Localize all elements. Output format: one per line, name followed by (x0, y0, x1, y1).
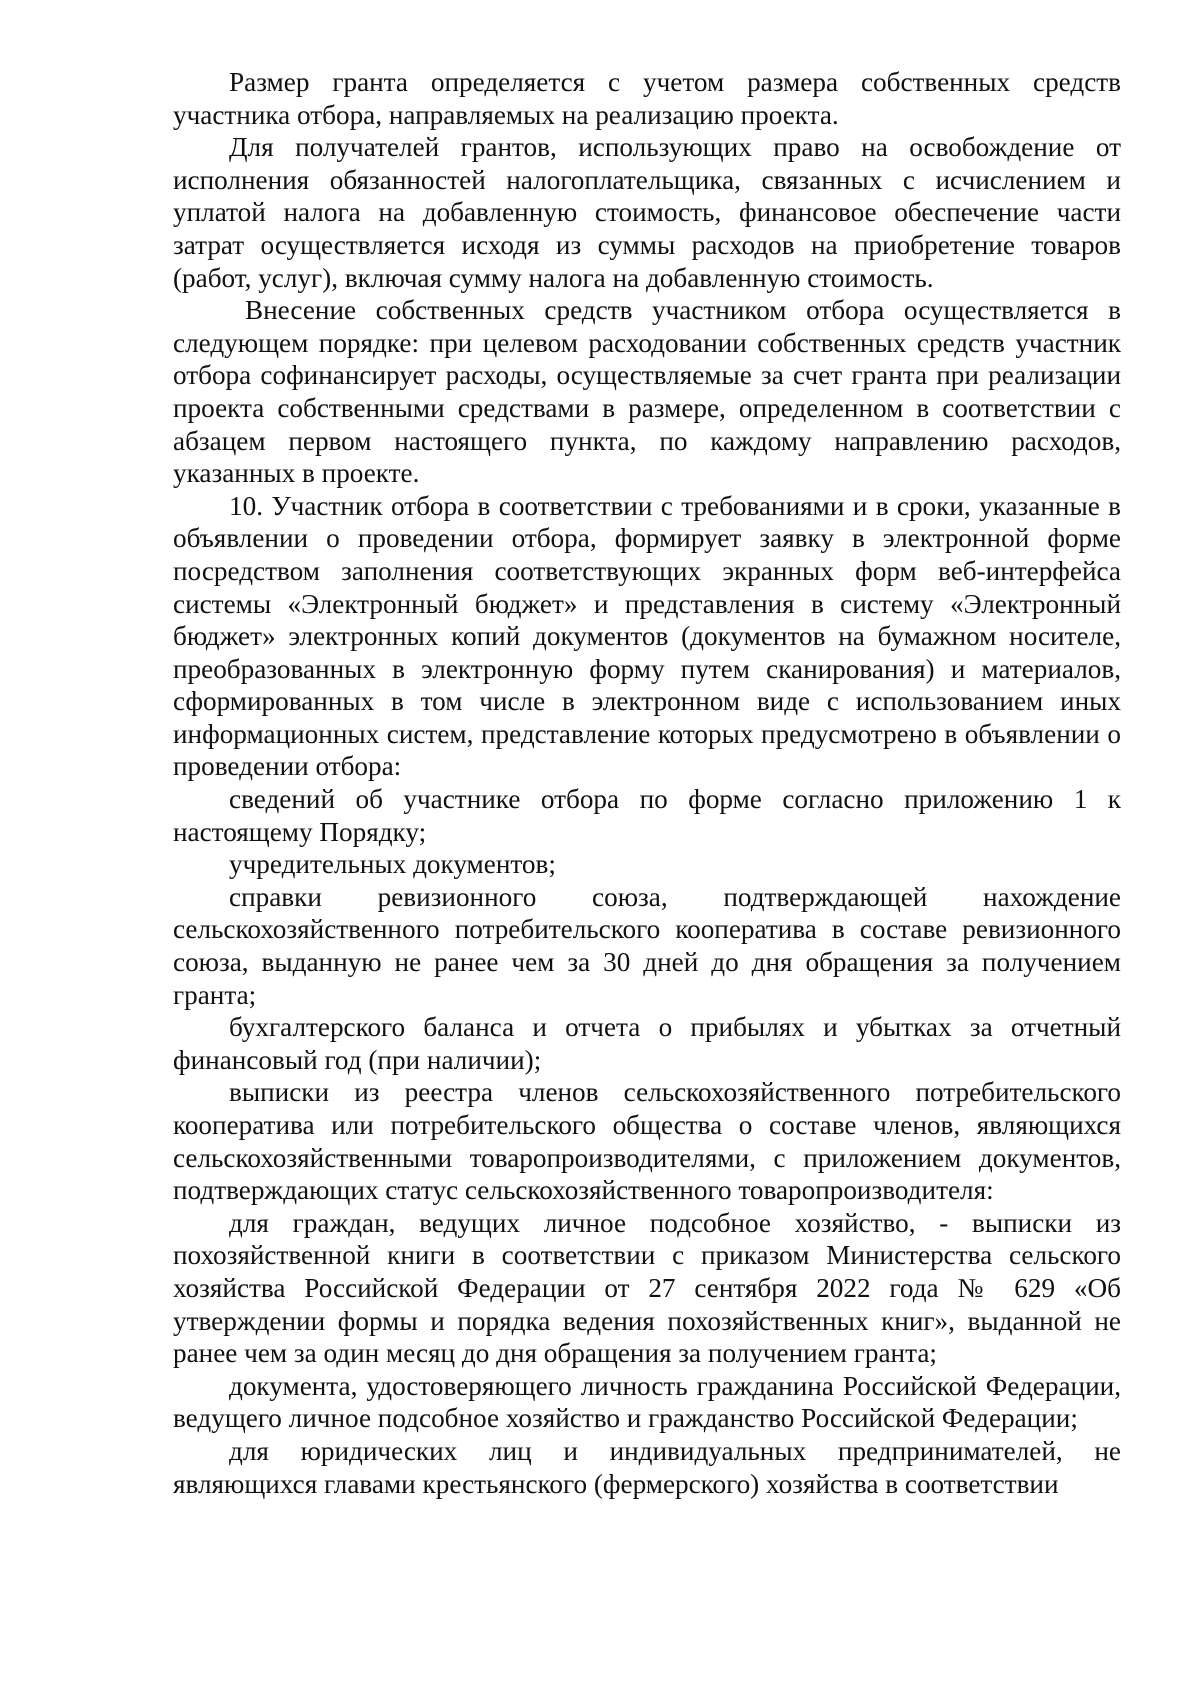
paragraph-own-funds-procedure: Внесение собственных средств участником отбора осуществляется в следующем порядке: при целевом расходовании собственных средств участник отбора софинансирует расходы, осуществляемые за счет гранта при реализации проекта собственными средствами в размере, определенном в соответствии с абзацем первом настоящего пункта, по каждому направлению расходов, указанных в проекте. (173, 295, 1121, 489)
list-item-legal-entities: для юридических лиц и индивидуальных предпринимателей, не являющихся главами крестьянского (фермерского) хозяйства в соответствии (173, 1435, 1121, 1499)
paragraph-item-10: 10. Участник отбора в соответствии с требованиями и в сроки, указанные в объявлении о проведении отбора, формирует заявку в электронной форме посредством заполнения соответствующих экранных форм веб-интерфейса системы «Электронный бюджет» и представления в систему «Электронный бюджет» электронных копий документов (документов на бумажном носителе, преобразованных в электронную форму путем сканирования) и материалов, сформированных в том числе в электронном виде с использованием иных информационных систем, представление которых предусмотрено в объявлении о проведении отбора: (173, 490, 1121, 782)
document-page (173, 66, 1121, 1500)
paragraph-grant-size: Размер гранта определяется с учетом размера собственных средств участника отбора, направляемых на реализацию проекта. (173, 67, 1121, 130)
list-item-balance-sheet: бухгалтерского баланса и отчета о прибылях и убытках за отчетный финансовый год (при наличии); (173, 1012, 1121, 1075)
list-item-founding-documents: учредительных документов; (229, 849, 556, 880)
list-item-identity-document: документа, удостоверяющего личность гражданина Российской Федерации, ведущего личное подсобное хозяйство и гражданство Российской Федерации; (173, 1370, 1121, 1434)
list-item-household-book: для граждан, ведущих личное подсобное хозяйство, - выписки из похозяйственной книги в соответствии с приказом Министерства сельского хозяйства Российской Федерации от 27 сентября 2022 года № 629 «Об утверждении формы и порядка ведения похозяйственных книг», выданной не ранее чем за один месяц до дня обращения за получением гранта; (173, 1207, 1121, 1369)
paragraph-vat-exemption: Для получателей грантов, использующих право на освобождение от исполнения обязанностей налогоплательщика, связанных с исчислением и уплатой налога на добавленную стоимость, финансовое обеспечение части затрат осуществляется исходя из суммы расходов на приобретение товаров (работ, услуг), включая сумму налога на добавленную стоимость. (173, 132, 1121, 293)
list-item-participant-info: сведений об участнике отбора по форме согласно приложению 1 к настоящему Порядку; (173, 784, 1121, 847)
list-item-members-register: выписки из реестра членов сельскохозяйственного потребительского кооператива или потребительского общества о составе членов, являющихся сельскохозяйственными товаропроизводителями, с приложением документов, подтверждающих статус сельскохозяйственного товаропроизводителя: (173, 1077, 1121, 1206)
list-item-audit-union-certificate: справки ревизионного союза, подтверждающей нахождение сельскохозяйственного потребительского кооператива в составе ревизионного союза, выданную не ранее чем за 30 дней до дня обращения за получением гранта; (173, 881, 1121, 1010)
